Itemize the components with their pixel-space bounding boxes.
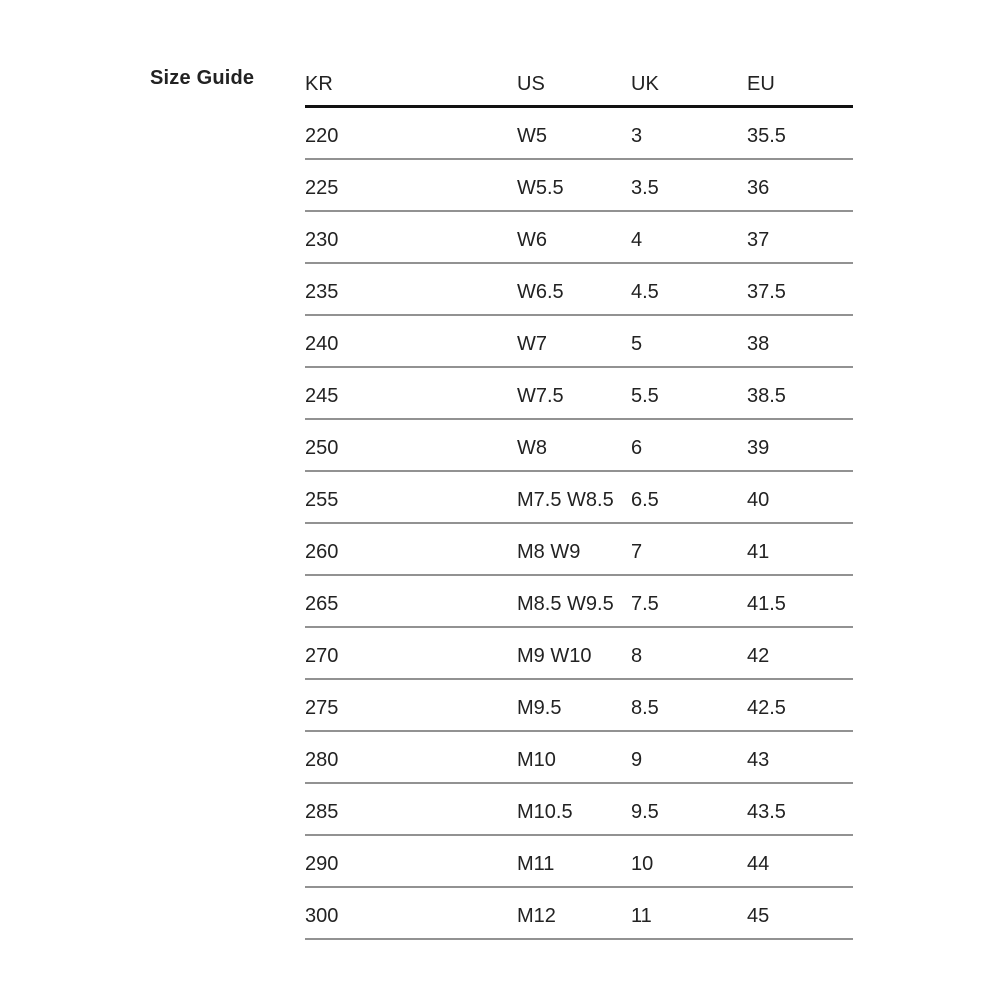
size-cell-uk: 7 bbox=[631, 523, 747, 575]
table-header-row bbox=[305, 58, 853, 107]
size-cell-kr: 285 bbox=[305, 783, 517, 835]
column-header-eu: EU bbox=[747, 58, 853, 107]
table-row bbox=[305, 263, 853, 315]
size-cell-eu: 38 bbox=[747, 315, 853, 367]
size-cell-kr: 300 bbox=[305, 887, 517, 939]
table-row bbox=[305, 835, 853, 887]
size-cell-eu: 45 bbox=[747, 887, 853, 939]
table-row bbox=[305, 471, 853, 523]
size-cell-uk: 11 bbox=[631, 887, 747, 939]
column-header-uk: UK bbox=[631, 58, 747, 107]
table-row bbox=[305, 107, 853, 159]
size-cell-eu: 42.5 bbox=[747, 679, 853, 731]
table-row bbox=[305, 159, 853, 211]
size-cell-kr: 220 bbox=[305, 107, 517, 159]
size-cell-eu: 44 bbox=[747, 835, 853, 887]
table-row bbox=[305, 627, 853, 679]
size-cell-kr: 265 bbox=[305, 575, 517, 627]
size-cell-uk: 9 bbox=[631, 731, 747, 783]
table-row bbox=[305, 783, 853, 835]
size-cell-kr: 240 bbox=[305, 315, 517, 367]
size-cell-uk: 4.5 bbox=[631, 263, 747, 315]
size-guide-table bbox=[305, 58, 853, 940]
size-cell-kr: 290 bbox=[305, 835, 517, 887]
size-cell-uk: 10 bbox=[631, 835, 747, 887]
size-cell-eu: 37.5 bbox=[747, 263, 853, 315]
size-cell-uk: 5.5 bbox=[631, 367, 747, 419]
size-cell-us: M10.5 bbox=[517, 783, 631, 835]
size-cell-uk: 8 bbox=[631, 627, 747, 679]
size-cell-uk: 7.5 bbox=[631, 575, 747, 627]
size-cell-eu: 36 bbox=[747, 159, 853, 211]
table-row bbox=[305, 367, 853, 419]
size-cell-uk: 6 bbox=[631, 419, 747, 471]
size-cell-eu: 38.5 bbox=[747, 367, 853, 419]
size-cell-kr: 260 bbox=[305, 523, 517, 575]
size-cell-kr: 255 bbox=[305, 471, 517, 523]
table-row bbox=[305, 731, 853, 783]
table-row bbox=[305, 887, 853, 939]
size-cell-eu: 43 bbox=[747, 731, 853, 783]
table-row bbox=[305, 679, 853, 731]
size-cell-uk: 3 bbox=[631, 107, 747, 159]
size-cell-kr: 270 bbox=[305, 627, 517, 679]
size-cell-kr: 245 bbox=[305, 367, 517, 419]
size-cell-us: W6.5 bbox=[517, 263, 631, 315]
size-cell-kr: 230 bbox=[305, 211, 517, 263]
size-cell-us: M10 bbox=[517, 731, 631, 783]
size-cell-uk: 5 bbox=[631, 315, 747, 367]
size-cell-us: M7.5 W8.5 bbox=[517, 471, 631, 523]
size-cell-us: W7.5 bbox=[517, 367, 631, 419]
size-cell-eu: 35.5 bbox=[747, 107, 853, 159]
size-cell-kr: 235 bbox=[305, 263, 517, 315]
size-cell-kr: 280 bbox=[305, 731, 517, 783]
size-cell-uk: 3.5 bbox=[631, 159, 747, 211]
size-guide-title: Size Guide bbox=[150, 67, 255, 89]
size-cell-uk: 6.5 bbox=[631, 471, 747, 523]
size-cell-eu: 43.5 bbox=[747, 783, 853, 835]
table-row bbox=[305, 211, 853, 263]
size-cell-eu: 42 bbox=[747, 627, 853, 679]
size-cell-eu: 41.5 bbox=[747, 575, 853, 627]
column-header-us: US bbox=[517, 58, 631, 107]
size-cell-eu: 39 bbox=[747, 419, 853, 471]
size-cell-us: M9 W10 bbox=[517, 627, 631, 679]
size-cell-uk: 4 bbox=[631, 211, 747, 263]
size-cell-us: W5.5 bbox=[517, 159, 631, 211]
size-guide-table-body bbox=[305, 107, 853, 939]
size-cell-us: M8.5 W9.5 bbox=[517, 575, 631, 627]
size-cell-us: M9.5 bbox=[517, 679, 631, 731]
size-cell-us: M11 bbox=[517, 835, 631, 887]
size-cell-eu: 40 bbox=[747, 471, 853, 523]
size-cell-uk: 9.5 bbox=[631, 783, 747, 835]
size-cell-eu: 41 bbox=[747, 523, 853, 575]
size-cell-us: W8 bbox=[517, 419, 631, 471]
table-row bbox=[305, 419, 853, 471]
size-cell-kr: 250 bbox=[305, 419, 517, 471]
size-cell-us: M12 bbox=[517, 887, 631, 939]
size-cell-uk: 8.5 bbox=[631, 679, 747, 731]
size-cell-us: W6 bbox=[517, 211, 631, 263]
column-header-kr: KR bbox=[305, 58, 517, 107]
size-cell-kr: 225 bbox=[305, 159, 517, 211]
table-row bbox=[305, 315, 853, 367]
size-cell-eu: 37 bbox=[747, 211, 853, 263]
table-row bbox=[305, 575, 853, 627]
table-row bbox=[305, 523, 853, 575]
size-cell-kr: 275 bbox=[305, 679, 517, 731]
size-cell-us: M8 W9 bbox=[517, 523, 631, 575]
size-cell-us: W5 bbox=[517, 107, 631, 159]
size-cell-us: W7 bbox=[517, 315, 631, 367]
